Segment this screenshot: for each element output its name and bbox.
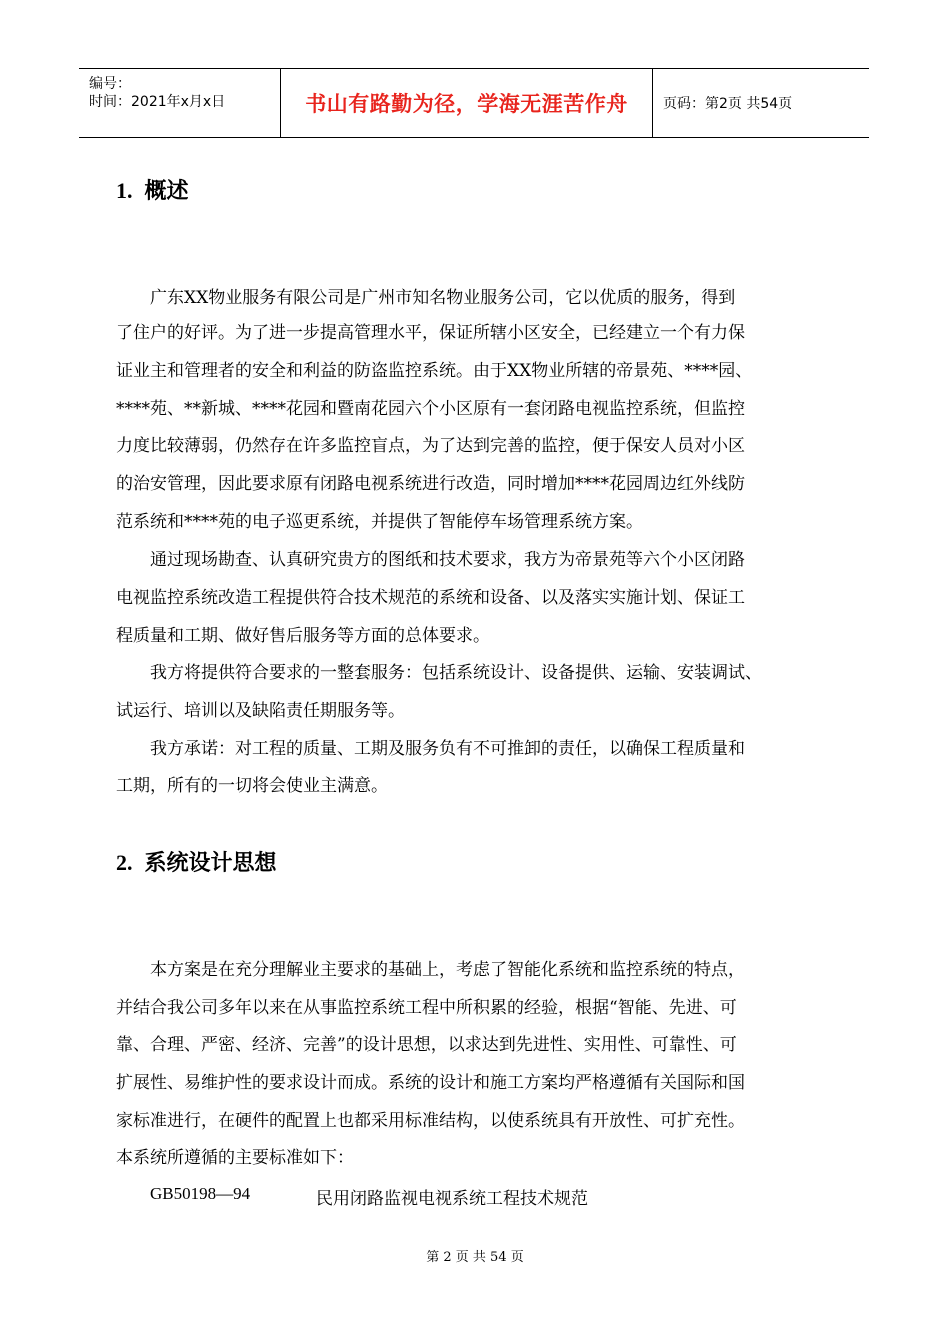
motto: 书山有路勤为径，学海无涯苦作舟 (305, 92, 628, 116)
paragraph-line: 通过现场勘查、认真研究贵方的图纸和技术要求，我方为帝景苑等六个小区闭路 (150, 550, 745, 570)
section1-heading (116, 174, 189, 205)
header-motto-cell (281, 69, 653, 137)
paragraph-line: 电视监控系统改造工程提供符合技术规范的系统和设备、以及落实实施计划、保证工 (116, 588, 745, 608)
paragraph-line: 了住户的好评。为了进一步提高管理水平，保证所辖小区安全，已经建立一个有力保 (116, 323, 745, 343)
section2-title: 系统设计思想 (144, 851, 277, 876)
paragraph-line: 扩展性、易维护性的要求设计而成。系统的设计和施工方案均严格遵循有关国际和国 (116, 1073, 745, 1093)
time-line: 时间：2021年x月x日 (89, 94, 226, 110)
standard-name: 民用闭路监视电视系统工程技术规范 (316, 1189, 588, 1209)
paragraph-line: 并结合我公司多年以来在从事监控系统工程中所积累的经验，根据“智能、先进、可 (116, 998, 737, 1018)
section2-heading (116, 846, 277, 877)
paragraph-line: 力度比较薄弱，仍然存在许多监控盲点，为了达到完善的监控，便于保安人员对小区 (116, 436, 745, 456)
page-footer: 第 2 页 共 54 页 (426, 1250, 524, 1265)
number-label: 编号： (89, 76, 131, 92)
paragraph-line: 范系统和****苑的电子巡更系统，并提供了智能停车场管理系统方案。 (116, 512, 643, 532)
paragraph-line: 家标准进行，在硬件的配置上也都采用标准结构，以使系统具有开放性、可扩充性。 (116, 1111, 745, 1131)
page-info: 页码：第2页 共54页 (663, 96, 793, 112)
section1-number: 1. (116, 178, 133, 203)
paragraph-line: 证业主和管理者的安全和利益的防盗监控系统。由于XX物业所辖的帝景苑、****园、 (116, 361, 753, 381)
paragraph-line: 我方承诺：对工程的质量、工期及服务负有不可推卸的责任，以确保工程质量和 (150, 739, 745, 759)
paragraph-line: 我方将提供符合要求的一整套服务：包括系统设计、设备提供、运输、安装调试、 (150, 663, 762, 683)
section1-title: 概述 (144, 179, 189, 204)
section2-number: 2. (116, 850, 133, 875)
page-header (79, 68, 869, 138)
paragraph-line: 的治安管理，因此要求原有闭路电视系统进行改造，同时增加****花园周边红外线防 (116, 474, 745, 494)
paragraph-line: ****苑、**新城、****花园和暨南花园六个小区原有一套闭路电视监控系统，但监控 (116, 399, 745, 419)
paragraph-line: 本方案是在充分理解业主要求的基础上，考虑了智能化系统和监控系统的特点， (150, 960, 745, 980)
paragraph-line: 广东XX物业服务有限公司是广州市知名物业服务公司，它以优质的服务，得到 (150, 288, 736, 308)
paragraph-line: 试运行、培训以及缺陷责任期服务等。 (116, 701, 405, 721)
standard-code: GB50198—94 (150, 1184, 251, 1203)
paragraph-line: 程质量和工期、做好售后服务等方面的总体要求。 (116, 626, 490, 646)
header-page-cell (653, 69, 869, 137)
paragraph-line: 靠、合理、严密、经济、完善”的设计思想，以求达到先进性、实用性、可靠性、可 (116, 1035, 737, 1055)
paragraph-line: 本系统所遵循的主要标准如下： (116, 1148, 354, 1168)
paragraph-line: 工期，所有的一切将会使业主满意。 (116, 776, 388, 796)
header-meta-cell (79, 69, 281, 137)
